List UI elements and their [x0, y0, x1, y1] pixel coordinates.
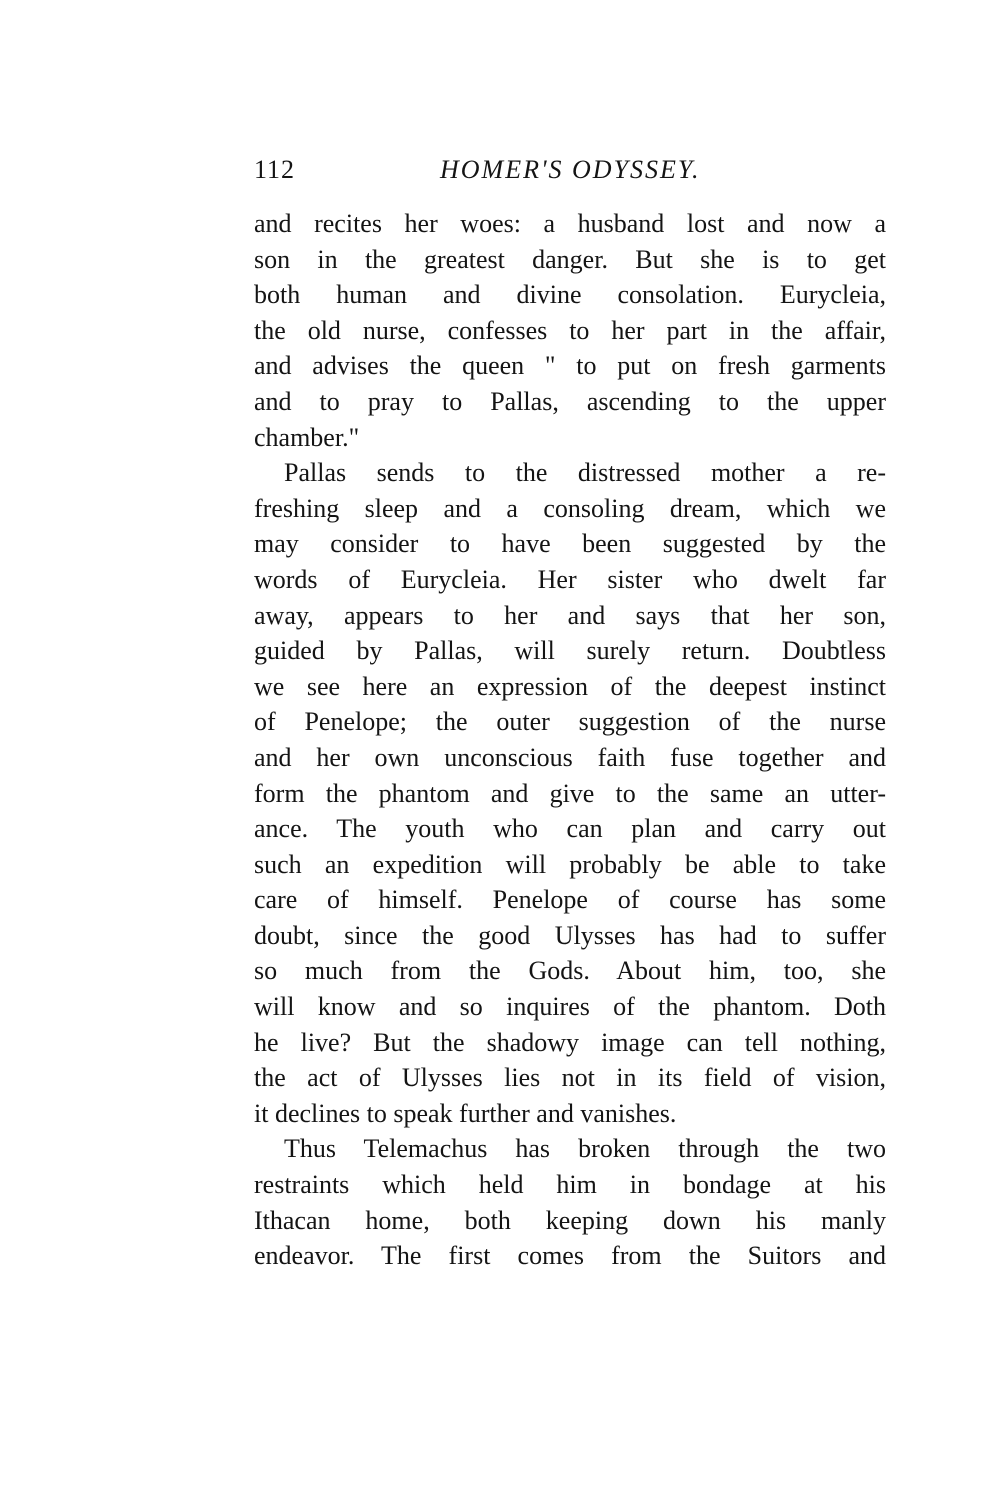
text-line: Ithacan home, both keeping down his manly [254, 1205, 886, 1235]
text-line: and her own unconscious faith fuse together and [254, 742, 886, 772]
text-line: endeavor. The first comes from the Suitors and [254, 1241, 886, 1271]
text-line: we see here an expression of the deepest instinct [254, 671, 886, 701]
text-line: so much from the Gods. About him, too, she [254, 956, 886, 986]
text-line: form the phantom and give to the same an utter- [254, 778, 886, 808]
text-line: it declines to speak further and vanishes. [254, 1098, 677, 1128]
text-line: the old nurse, confesses to her part in the affair, [254, 315, 886, 345]
text-line: son in the greatest danger. But she is to get [254, 244, 886, 274]
text-line: such an expedition will probably be able to take [254, 849, 886, 879]
text-line: both human and divine consolation. Eurycleia, [254, 280, 886, 310]
running-title: HOMER'S ODYSSEY. [440, 155, 701, 184]
text-line: chamber." [254, 422, 360, 452]
text-line: restraints which held him in bondage at his [254, 1170, 886, 1200]
text-line: and to pray to Pallas, ascending to the upper [254, 386, 886, 416]
text-line: and advises the queen " to put on fresh garments [254, 351, 886, 381]
text-line: words of Eurycleia. Her sister who dwelt far [254, 564, 886, 594]
text-line: and recites her woes: a husband lost and now a [254, 209, 886, 238]
page-header [254, 150, 886, 190]
text-line: of Penelope; the outer suggestion of the nurse [254, 707, 886, 737]
text-line: he live? But the shadowy image can tell nothing, [254, 1027, 886, 1057]
text-line: away, appears to her and says that her son, [254, 600, 886, 630]
text-line: Thus Telemachus has broken through the two [284, 1134, 886, 1164]
text-line: Pallas sends to the distressed mother a re- [284, 458, 886, 488]
text-line: freshing sleep and a consoling dream, which we [254, 493, 886, 523]
text-line: guided by Pallas, will surely return. Doubtless [254, 636, 886, 666]
text-line: ance. The youth who can plan and carry out [254, 814, 886, 844]
text-line: doubt, since the good Ulysses has had to suffer [254, 920, 886, 950]
text-line: may consider to have been suggested by the [254, 529, 886, 559]
text-line: the act of Ulysses lies not in its field of vision, [254, 1063, 886, 1093]
text-line: care of himself. Penelope of course has some [254, 885, 886, 915]
page-number: 112 [254, 155, 296, 184]
text-line: will know and so inquires of the phantom. Doth [254, 992, 886, 1022]
body-text [254, 206, 886, 1274]
